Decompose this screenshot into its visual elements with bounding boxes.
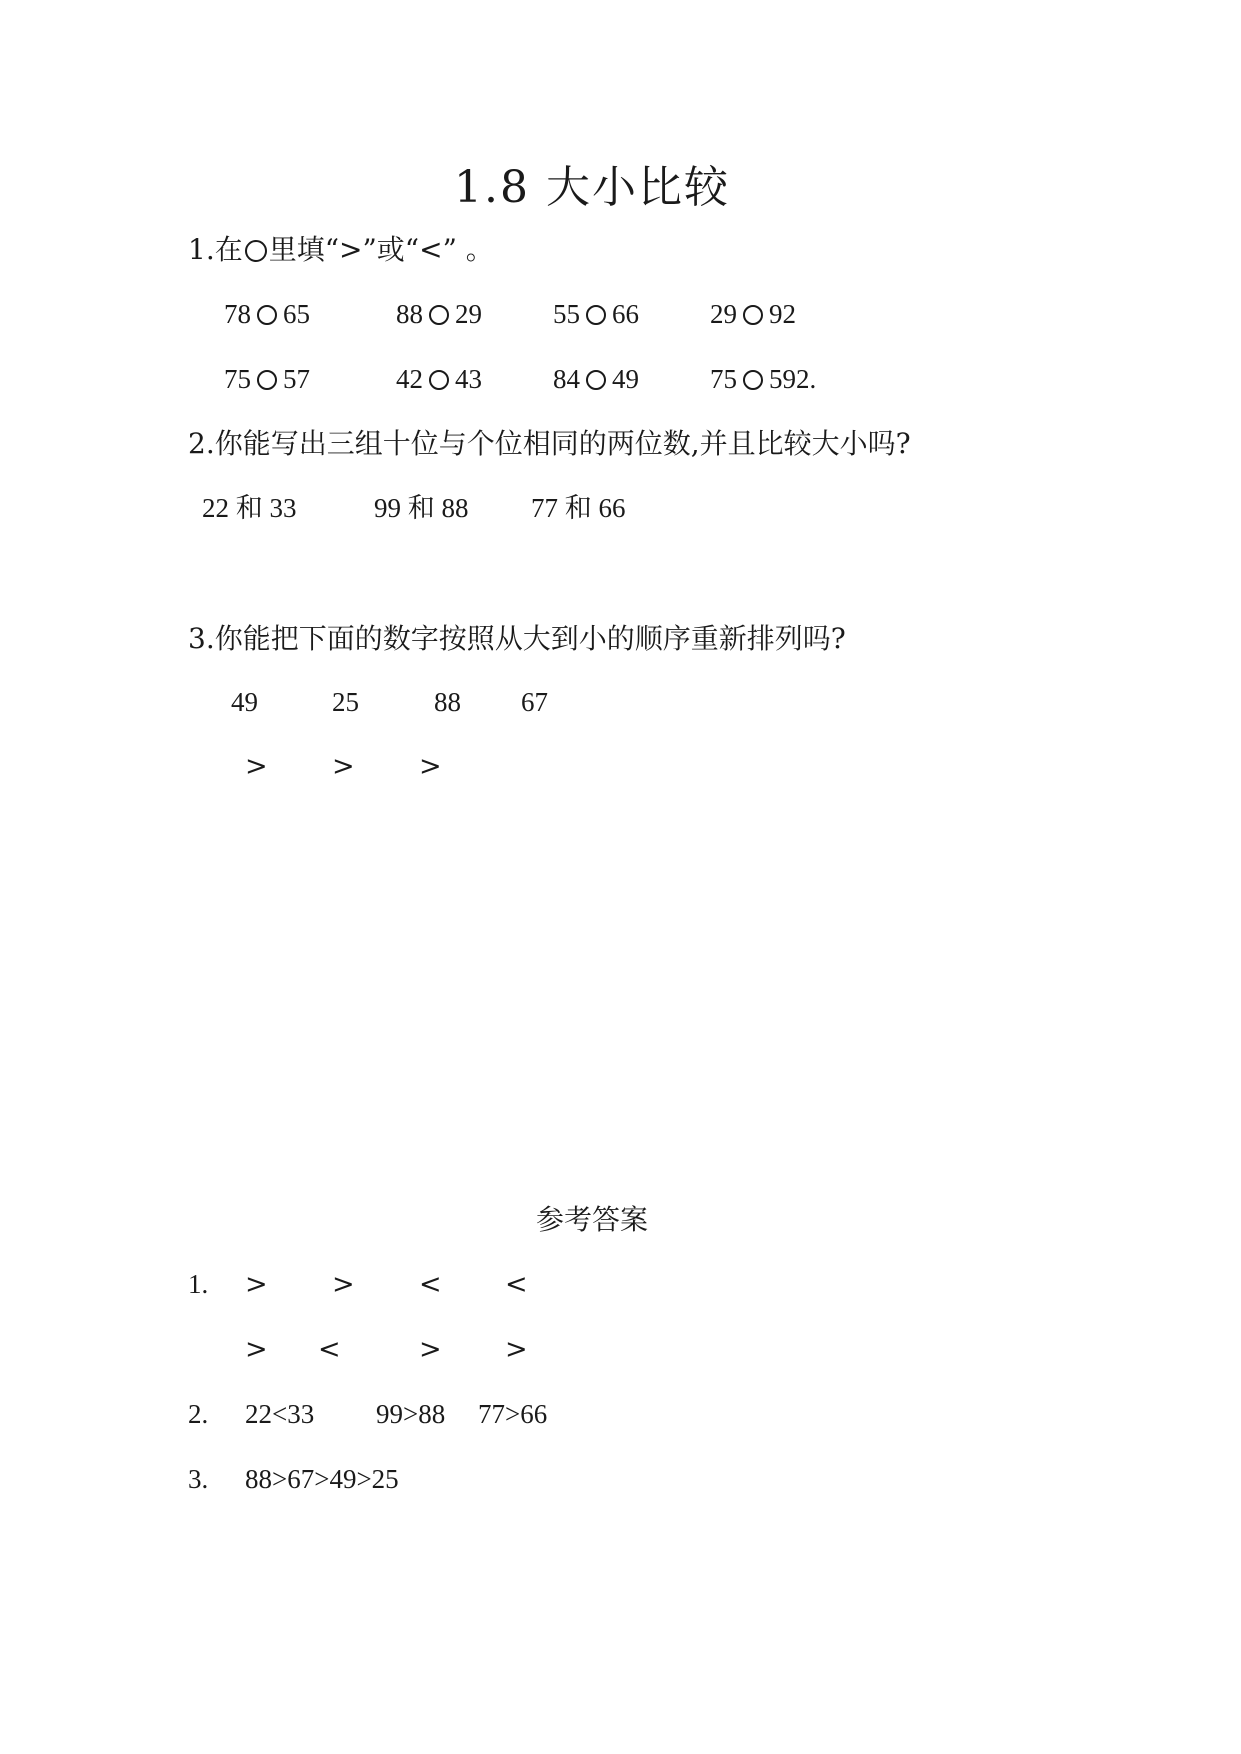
compare-item: 78 65	[224, 299, 310, 329]
number-item: 88	[434, 687, 461, 717]
answer-symbol: <	[419, 1269, 442, 1300]
answer-symbol: >	[245, 1334, 268, 1365]
answer-symbol: >	[505, 1334, 528, 1365]
answer-2-item: 77>66	[478, 1399, 548, 1429]
greater-than-sign: >	[419, 751, 442, 782]
answer-2-label: 2.	[188, 1399, 209, 1429]
compare-item: 75 592.	[710, 364, 817, 394]
answer-3-text: 88>67>49>25	[245, 1464, 399, 1494]
answer-1-label: 1.	[188, 1269, 209, 1299]
compare-item: 88 29	[396, 299, 482, 329]
question-1-suffix: 里填“>”或“<” 。	[268, 233, 494, 266]
answer-symbol: >	[245, 1269, 268, 1300]
circle-icon[interactable]	[586, 370, 606, 390]
circle-icon[interactable]	[586, 305, 606, 325]
answer-2-item: 22<33	[245, 1399, 315, 1429]
number-item: 25	[332, 687, 359, 717]
question-3: 3.你能把下面的数字按照从大到小的顺序重新排列吗?	[188, 622, 846, 655]
circle-icon[interactable]	[257, 370, 277, 390]
answer-2-item: 99>88	[376, 1399, 446, 1429]
circle-icon[interactable]	[257, 305, 277, 325]
number-item: 67	[521, 687, 548, 717]
greater-than-sign: >	[332, 751, 355, 782]
question-1	[188, 233, 494, 266]
greater-than-sign: >	[245, 751, 268, 782]
number-item: 49	[231, 687, 258, 717]
page-title: 1.8 大小比较	[454, 162, 730, 213]
answer-3-label: 3.	[188, 1464, 209, 1494]
compare-item: 84 49	[553, 364, 639, 394]
circle-icon[interactable]	[743, 305, 763, 325]
pair-item: 22 和 33	[202, 493, 297, 523]
circle-icon[interactable]	[429, 370, 449, 390]
pair-item: 99 和 88	[374, 493, 469, 523]
compare-item: 42 43	[396, 364, 482, 394]
answer-symbol: <	[318, 1334, 341, 1365]
question-2: 2.你能写出三组十位与个位相同的两位数,并且比较大小吗?	[188, 427, 911, 460]
answer-symbol: >	[419, 1334, 442, 1365]
answer-symbol: >	[332, 1269, 355, 1300]
answer-symbol: <	[505, 1269, 528, 1300]
circle-icon[interactable]	[743, 370, 763, 390]
answers-heading: 参考答案	[536, 1203, 649, 1236]
question-1-prefix: 1.在	[188, 233, 243, 266]
compare-item: 29 92	[710, 299, 796, 329]
compare-item: 75 57	[224, 364, 310, 394]
circle-icon[interactable]	[429, 305, 449, 325]
compare-item: 55 66	[553, 299, 639, 329]
pair-item: 77 和 66	[531, 493, 626, 523]
circle-icon	[245, 240, 267, 262]
